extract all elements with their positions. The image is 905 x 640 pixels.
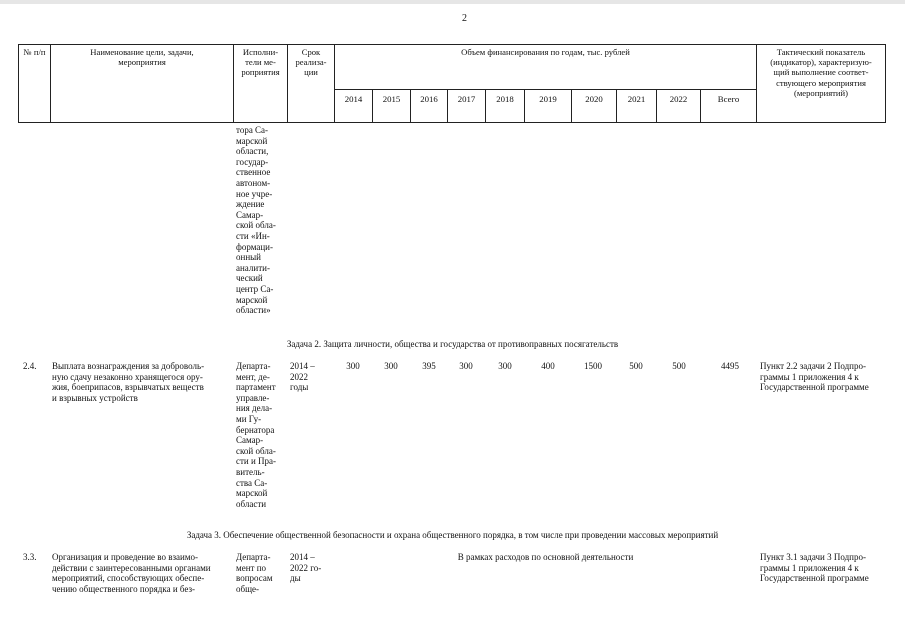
table-top-border xyxy=(18,44,885,45)
header-executors: Исполни- тели ме- роприятия xyxy=(241,47,280,78)
header-bottom-border xyxy=(18,122,885,123)
scan-top-edge xyxy=(0,0,905,4)
row-2-4-value-total: 4495 xyxy=(721,361,739,371)
row-2-4-executor: Департа- мент, де- партамент управле- ния дела- ми Гу- бернатора Самар- ской обла- сти и Пра- витель- ства Са- марской области xyxy=(236,361,277,509)
year-2016: 2016 xyxy=(420,94,438,104)
row-2-4-name: Выплата вознаграждения за доброволь- ную сдачу незаконно хранящегося ору- жия, боеприпасов, взрывчатых веществ и взрывных устройств xyxy=(52,361,205,403)
year-2014: 2014 xyxy=(344,94,363,104)
header-term: Срок реализа- ции xyxy=(295,47,327,78)
header-num: № п/п xyxy=(23,47,46,57)
row-2-4-value-2015: 300 xyxy=(384,361,398,371)
row-2-4-value-2018: 300 xyxy=(498,361,512,371)
header-name: Наименование цели, задачи, мероприятия xyxy=(90,47,194,68)
header-financing: Объем финансирования по годам, тыс. рублей xyxy=(461,47,630,57)
row-2-4-value-2021: 500 xyxy=(629,361,643,371)
col-divider xyxy=(885,44,886,123)
row-3-3-financing-note: В рамках расходов по основной деятельности xyxy=(457,552,634,562)
executor-continuation: тора Са- марской области, государ- ственное автоном- ное учре- ждение Самар- ской обла- сти «Ин- формаци- онный аналити- ческий центр Са- марской области» xyxy=(236,125,276,316)
year-2021: 2021 xyxy=(627,94,646,104)
row-2-4-value-2017: 300 xyxy=(459,361,473,371)
row-2-4-value-2022: 500 xyxy=(672,361,686,371)
task3-title: Задача 3. Обеспечение общественной безопасности и охрана общественного порядка, в том числе при проведении массовых мероприятий xyxy=(186,530,719,540)
header-indicator: Тактический показатель (индикатор), характеризую- щий выполнение соответ- ствующего мероприятия (мероприятий) xyxy=(770,47,872,98)
row-2-4-term: 2014 – 2022 годы xyxy=(290,361,315,393)
row-2-4-value-2016: 395 xyxy=(422,361,436,371)
row-3-3-indicator: Пункт 3.1 задачи 3 Подпро- граммы 1 приложения 4 к Государственной программе xyxy=(760,552,869,584)
year-total: Всего xyxy=(717,94,740,104)
row-3-3-executor: Департа- мент по вопросам обще- xyxy=(236,552,273,594)
row-2-4-value-2019: 400 xyxy=(541,361,555,371)
year-2015: 2015 xyxy=(382,94,401,104)
page-number: 2 xyxy=(462,13,467,24)
row-3-3-term: 2014 – 2022 го- ды xyxy=(290,552,322,584)
row-3-3-num: 3.3. xyxy=(23,552,37,562)
year-2018: 2018 xyxy=(496,94,514,104)
year-2020: 2020 xyxy=(585,94,603,104)
years-row-top-border xyxy=(334,89,756,90)
year-2022: 2022 xyxy=(669,94,688,104)
row-2-4-indicator: Пункт 2.2 задачи 2 Подпро- граммы 1 приложения 4 к Государственной программе xyxy=(760,361,869,393)
year-2019: 2019 xyxy=(539,94,557,104)
row-2-4-value-2014: 300 xyxy=(346,361,360,371)
row-3-3-name: Организация и проведение во взаимо- действии с заинтересованными органами мероприятий, способствующих обеспе- чению общественного порядка и без- xyxy=(52,552,211,594)
task2-title: Задача 2. Защита личности, общества и государства от противоправных посягательств xyxy=(286,339,619,349)
row-2-4-value-2020: 1500 xyxy=(584,361,602,371)
year-2017: 2017 xyxy=(457,94,476,104)
row-2-4-num: 2.4. xyxy=(23,361,37,371)
